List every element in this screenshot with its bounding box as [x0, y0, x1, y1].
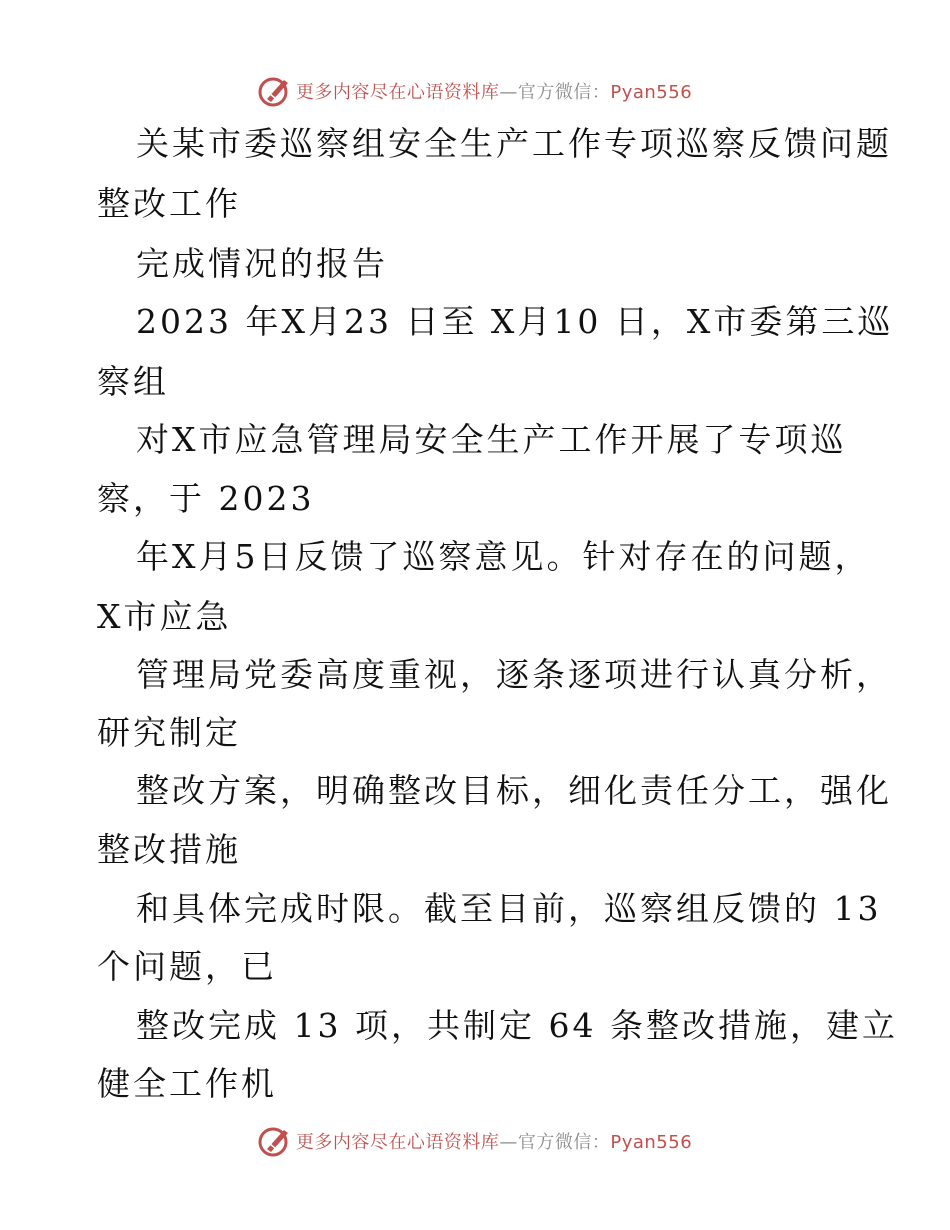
text-line: 完成情况的报告 [136, 244, 388, 283]
text-line: 年X月5日反馈了巡察意见。针对存在的问题， [136, 537, 871, 576]
text-line: 个问题，已 [97, 947, 277, 986]
watermark-handle: Pyan556 [610, 82, 693, 103]
text-line: 对X市应急管理局安全生产工作开展了专项巡 [136, 420, 847, 459]
text-line: 健全工作机 [97, 1064, 277, 1103]
text-line: 关某市委巡察组安全生产工作专项巡察反馈问题 [136, 124, 892, 163]
text-line: 察组 [97, 362, 169, 401]
quill-pen-logo-icon [258, 1124, 292, 1158]
watermark-dash: — [499, 82, 518, 103]
text-line: 2023 年X月23 日至 X月10 日，X市委第三巡 [136, 302, 894, 341]
footer-watermark [0, 1121, 950, 1161]
text-line: 管理局党委高度重视，逐条逐项进行认真分析， [136, 655, 892, 694]
watermark-site-text: 更多内容尽在心语资料库 [295, 82, 500, 103]
watermark-handle: Pyan556 [610, 1132, 693, 1153]
text-line: 和具体完成时限。截至目前，巡察组反馈的 13 [136, 889, 882, 928]
text-line: X市应急 [97, 597, 232, 636]
watermark-site-text: 更多内容尽在心语资料库 [295, 1132, 500, 1153]
text-line: 研究制定 [97, 713, 241, 752]
text-line: 察，于 2023 [97, 479, 315, 518]
text-line: 整改工作 [97, 184, 241, 223]
text-line: 整改措施 [97, 830, 241, 869]
watermark-label: 官方微信： [517, 82, 611, 103]
watermark-label: 官方微信： [517, 1132, 611, 1153]
text-line: 整改方案，明确整改目标，细化责任分工，强化 [136, 771, 892, 810]
watermark-dash: — [499, 1132, 518, 1153]
watermark-text [296, 1128, 692, 1154]
text-line: 整改完成 13 项，共制定 64 条整改措施，建立 [136, 1006, 898, 1045]
